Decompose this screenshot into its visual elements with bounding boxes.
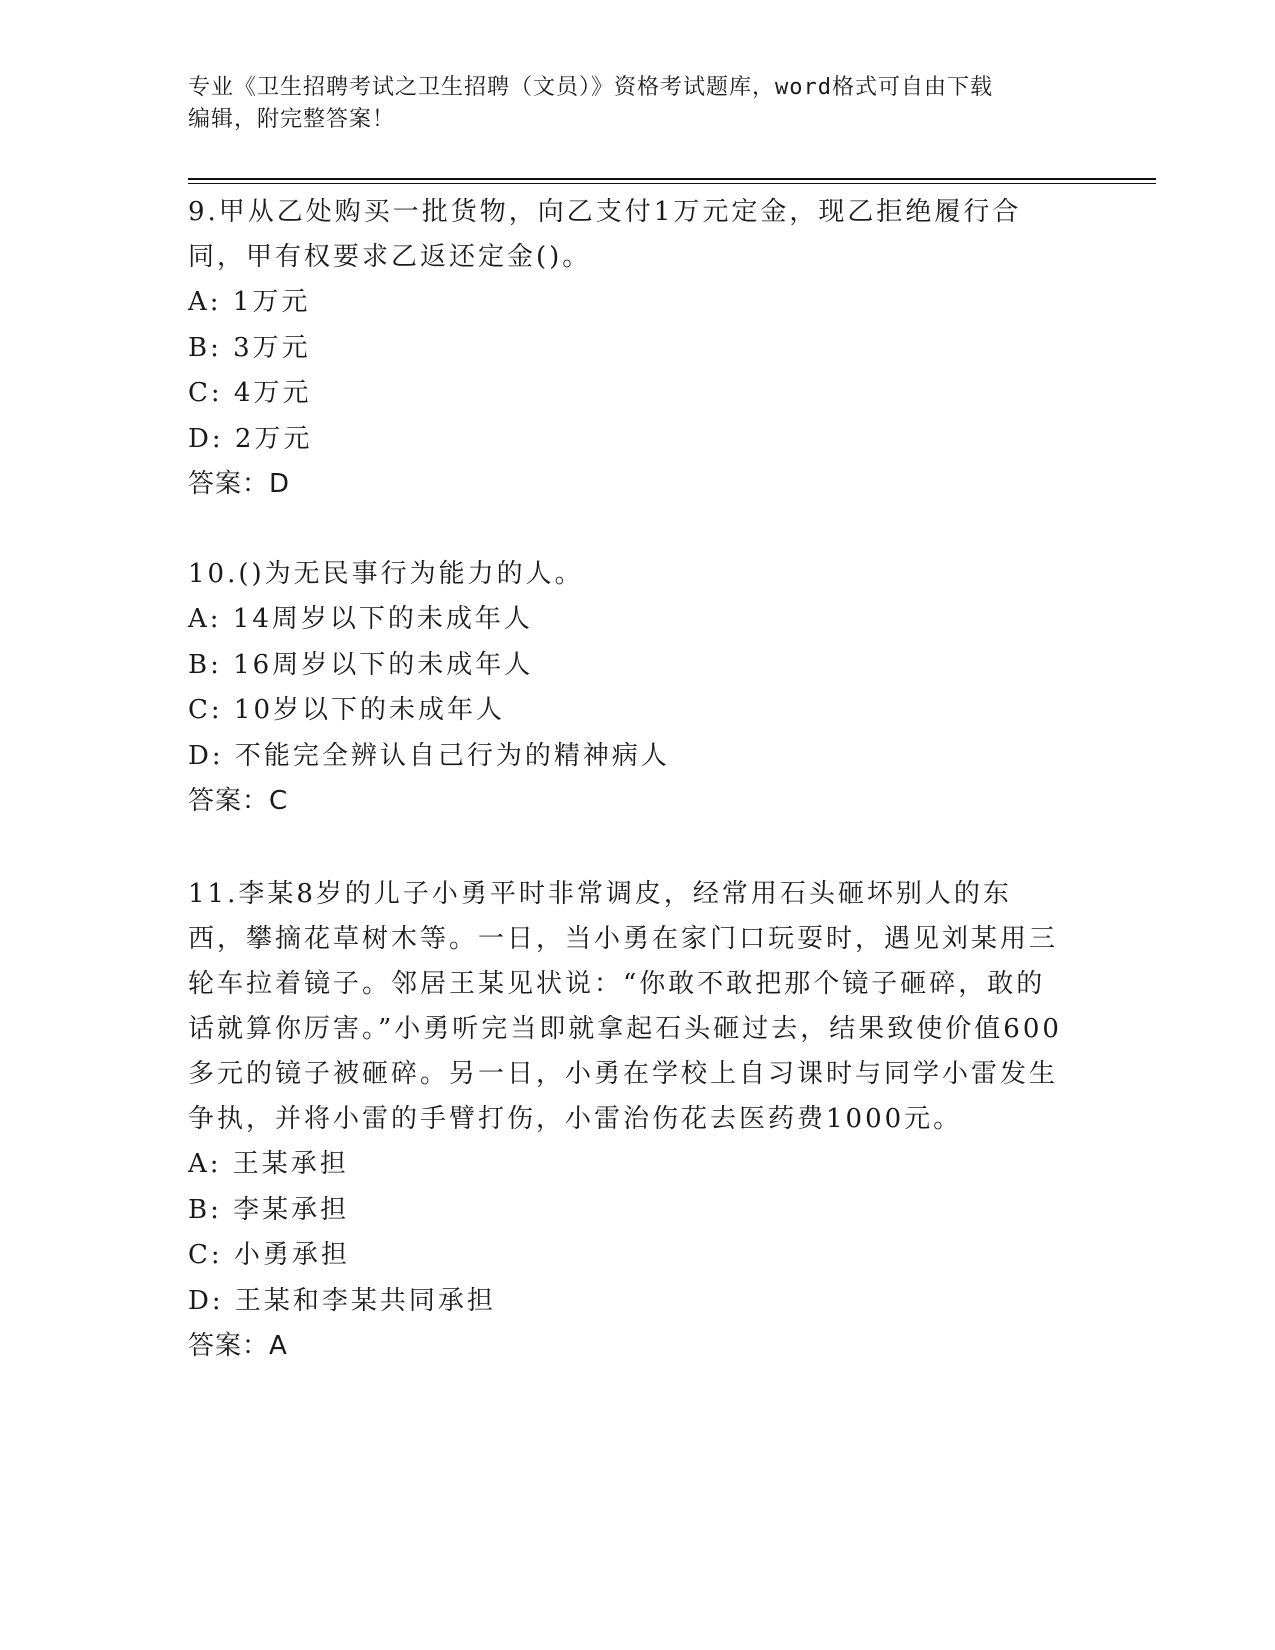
question-11 (188, 872, 1068, 1369)
option-d: D: 2万元 (188, 423, 313, 454)
option-c: C: 10岁以下的未成年人 (188, 695, 506, 726)
option-b: B: 3万元 (188, 332, 311, 363)
option-b: B: 李某承担 (188, 1194, 350, 1225)
answer-line: 答案：D (188, 469, 291, 500)
option-d: D: 王某和李某共同承担 (188, 1285, 496, 1316)
option-a: A: 1万元 (188, 287, 311, 317)
answer-line: 答案：C (188, 786, 289, 817)
option-d: D: 不能完全辨认自己行为的精神病人 (188, 740, 670, 771)
answer-line: 答案：A (188, 1331, 288, 1362)
question-stem: 10.()为无民事行为能力的人。 (188, 559, 584, 589)
question-10 (188, 552, 1068, 824)
question-stem: 9.甲从乙处购买一批货物，向乙支付1万元定金，现乙拒绝履行合同，甲有权要求乙返还定金()。 (188, 197, 1022, 272)
document-header: 专业《卫生招聘考试之卫生招聘（文员）》资格考试题库，word格式可自由下载 编辑，附完整答案！ (188, 75, 993, 132)
option-c: C: 4万元 (188, 378, 312, 409)
question-stem: 11.李某8岁的儿子小勇平时非常调皮，经常用石头砸坏别人的东西，攀摘花草树木等。一日，当小勇在家门口玩耍时，遇见刘某用三轮车拉着镜子。邻居王某见状说：“你敢不敢把那个镜子砸碎，敢的话就算你厉害。”小勇听完当即就拿起石头砸过去，结果致使价值600多元的镜子被砸碎。另一日，小勇在学校上自习课时与同学小雷发生争执，并将小雷的手臂打伤，小雷治伤花去医药费1000元。 (188, 879, 1062, 1134)
question-9 (188, 190, 1068, 507)
header-divider (188, 178, 1156, 180)
option-a: A: 14周岁以下的未成年人 (188, 604, 533, 634)
option-c: C: 小勇承担 (188, 1240, 350, 1271)
option-b: B: 16周岁以下的未成年人 (188, 649, 534, 680)
header-divider-thin (188, 183, 1156, 184)
option-a: A: 王某承担 (188, 1149, 349, 1179)
